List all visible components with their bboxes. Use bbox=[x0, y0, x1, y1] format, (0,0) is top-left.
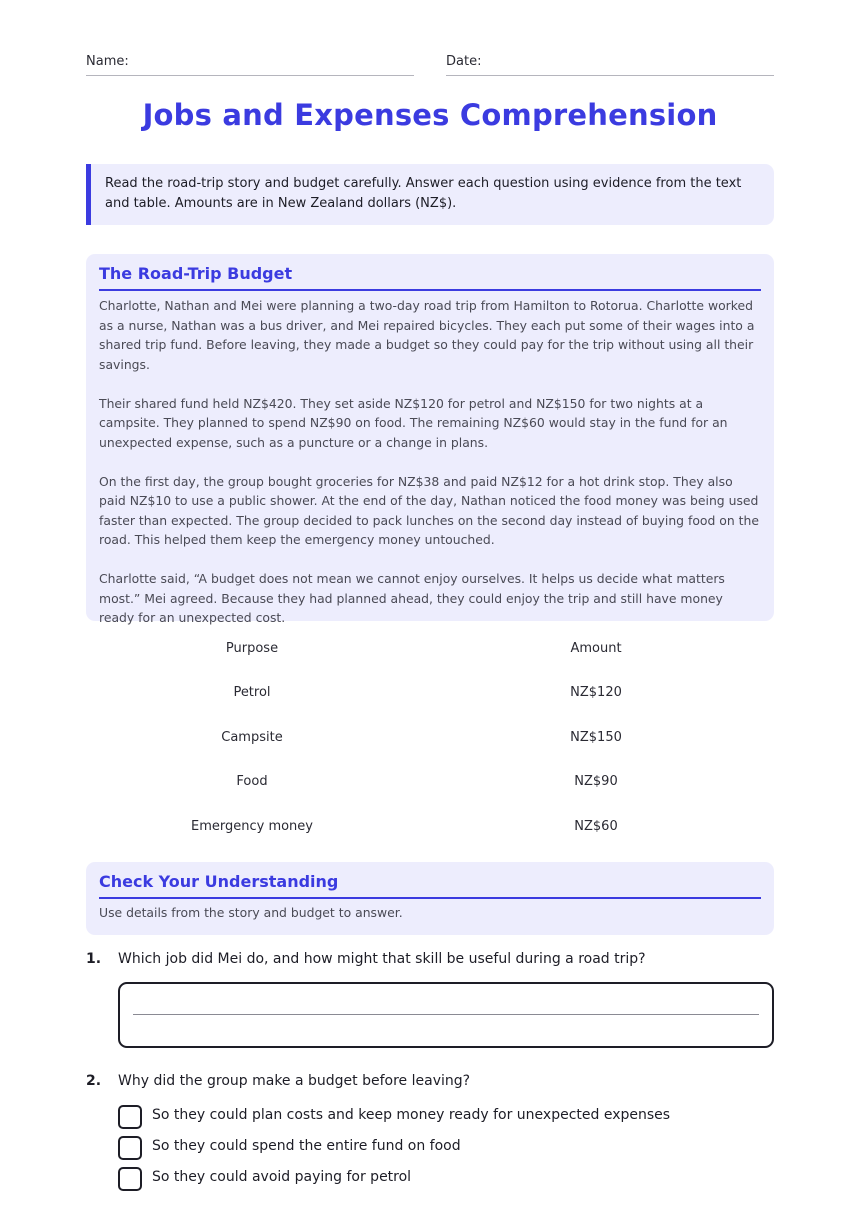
table-row bbox=[86, 671, 774, 716]
answer-box[interactable] bbox=[118, 982, 774, 1048]
checkbox[interactable] bbox=[118, 1167, 142, 1191]
table-row bbox=[86, 804, 774, 849]
story-paragraph: On the first day, the group bought groceries for NZ$38 and paid NZ$12 for a hot drink stop. They also paid NZ$10 to use a public shower. At the end of the day, Nathan noticed the food money was being used faster than expected. The group decided to pack lunches on the second day instead of buying food on the road. This helped them keep the emergency money untouched. bbox=[99, 473, 760, 547]
story-heading: The Road-Trip Budget bbox=[99, 264, 761, 291]
table-cell-amount: NZ$150 bbox=[570, 729, 622, 745]
budget-table bbox=[86, 626, 774, 849]
check-heading: Check Your Understanding bbox=[99, 872, 761, 899]
table-cell-purpose: Petrol bbox=[233, 685, 271, 701]
story-card bbox=[86, 254, 774, 625]
table-cell-purpose: Campsite bbox=[221, 729, 283, 745]
question-text: Why did the group make a budget before leaving? bbox=[118, 1073, 471, 1089]
answer-line bbox=[133, 1014, 759, 1015]
page-title: Jobs and Expenses Comprehension bbox=[142, 98, 718, 132]
table-header-purpose: Purpose bbox=[225, 640, 279, 656]
table-cell-amount: NZ$60 bbox=[574, 818, 618, 834]
question-number: 1. bbox=[86, 951, 102, 967]
check-understanding-card bbox=[86, 862, 774, 935]
table-cell-amount: NZ$120 bbox=[570, 685, 622, 701]
checkbox[interactable] bbox=[118, 1136, 142, 1160]
option-label: So they could spend the entire fund on food bbox=[152, 1138, 461, 1154]
story-paragraph: Their shared fund held NZ$420. They set aside NZ$120 for petrol and NZ$150 for two nights at a campsite. They planned to spend NZ$90 on food. The remaining NZ$60 would stay in the fund for an unexpected expense, such as a puncture or a change in plans. bbox=[99, 395, 728, 450]
name-label: Name: bbox=[86, 54, 129, 69]
table-cell-purpose: Food bbox=[236, 774, 268, 790]
question-text: Which job did Mei do, and how might that skill be useful during a road trip? bbox=[118, 951, 646, 967]
story-text bbox=[99, 296, 761, 628]
option-label: So they could plan costs and keep money ready for unexpected expenses bbox=[152, 1107, 671, 1123]
question-number: 2. bbox=[86, 1073, 102, 1089]
header-row bbox=[86, 54, 774, 76]
option-label: So they could avoid paying for petrol bbox=[152, 1169, 412, 1185]
table-header-amount: Amount bbox=[570, 640, 622, 656]
date-label: Date: bbox=[446, 54, 482, 69]
table-row bbox=[86, 715, 774, 760]
table-row bbox=[86, 760, 774, 805]
date-field[interactable] bbox=[446, 54, 774, 76]
story-paragraph: Charlotte said, “A budget does not mean we cannot enjoy ourselves. It helps us decide what matters most.” Mei agreed. Because they had planned ahead, they could enjoy the trip and still have money ready for an unexpected cost. bbox=[99, 571, 725, 625]
check-subtitle: Use details from the story and budget to answer. bbox=[99, 905, 403, 920]
table-header-row bbox=[86, 626, 774, 671]
instructions-box: Read the road-trip story and budget carefully. Answer each question using evidence from the text and table. Amounts are in New Zealand dollars (NZ$). bbox=[86, 164, 774, 225]
table-cell-purpose: Emergency money bbox=[190, 818, 313, 834]
checkbox[interactable] bbox=[118, 1105, 142, 1129]
table-cell-amount: NZ$90 bbox=[574, 774, 618, 790]
name-field[interactable] bbox=[86, 54, 414, 76]
story-paragraph: Charlotte, Nathan and Mei were planning a two-day road trip from Hamilton to Rotorua. Charlotte worked as a nurse, Nathan was a bus driver, and Mei repaired bicycles. They each put some of their wages into a shared trip fund. Before leaving, they made a budget so they could pay for the trip without using all their savings. bbox=[99, 298, 755, 372]
